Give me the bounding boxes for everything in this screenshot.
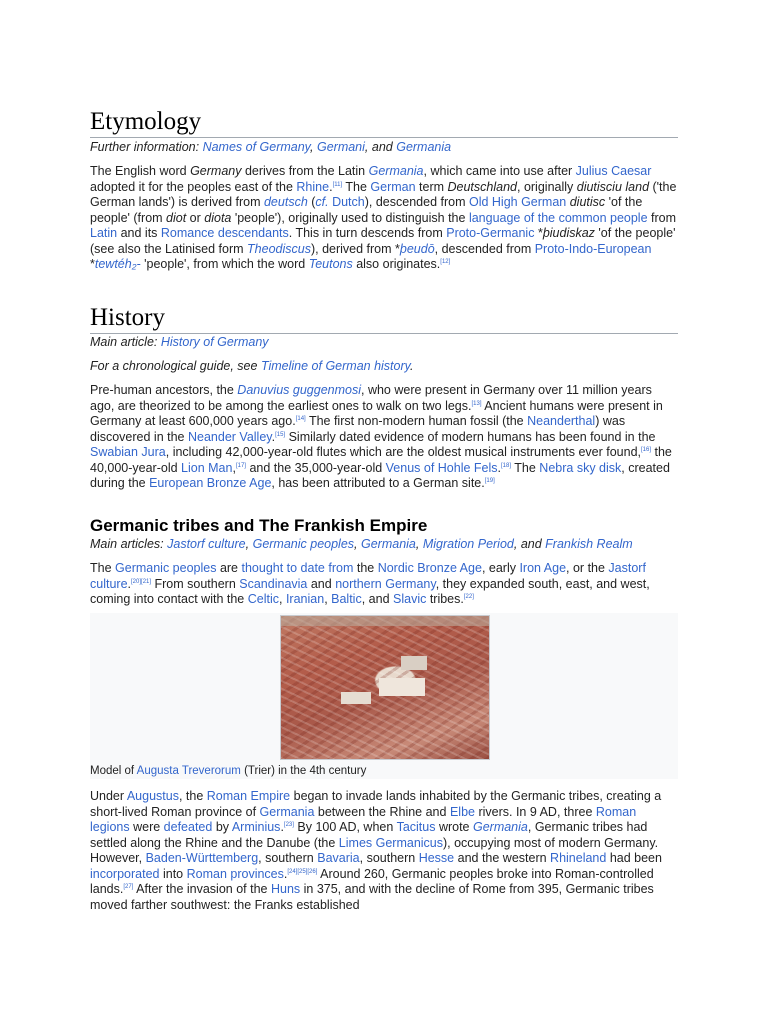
link[interactable]: Danuvius guggenmosi	[237, 383, 361, 397]
link[interactable]: Jastorf culture	[90, 561, 646, 591]
link[interactable]: Neander Valley	[187, 429, 272, 444]
germanic-main-articles: Main articles: Jastorf culture, Germanic peoples, Germania, Migration Period, and Frankish Realm	[90, 537, 633, 551]
citation[interactable]: [17]	[235, 462, 246, 469]
history-paragraph: Pre-human ancestors, the Danuvius guggenmosi, who were present in Germany over 11 million years ago, are theorized to be among the earliest ones to walk on two legs.[13] Ancient humans were present in Germany at least 600,000 years ago.[14] The first non-modern human fossil (the Neanderthal) was discovered in the Neander Valley.[15] Similarly dated evidence of modern humans has been found in the Swabian Jura, including 42,000-year-old flutes which are the oldest musical instruments ever found,[16] the 40,000-year-old Lion Man,[17] and the 35,000-year-old Venus of Hohle Fels.[18] The Nebra sky disk, created during the European Bronze Age, has been attributed to a German site.[19]	[90, 383, 672, 490]
history-heading: History	[90, 304, 678, 334]
link[interactable]: incorporated	[90, 866, 160, 881]
germanic-paragraph-1: The Germanic peoples are thought to date from the Nordic Bronze Age, early Iron Age, or the Jastorf culture.[20][21] From southern Scandinavia and northern Germany, they expanded south, east, and west, coming into contact with the Celtic, Iranian, Baltic, and Slavic tribes.[22]	[90, 561, 650, 606]
link[interactable]: Roman Empire	[206, 789, 291, 803]
link[interactable]: Proto-Germanic	[446, 226, 535, 240]
link[interactable]: þeudō	[399, 241, 435, 256]
link[interactable]: Iron Age	[519, 561, 567, 575]
link-germanic-peoples[interactable]: Germanic peoples	[252, 537, 355, 551]
link[interactable]: thought to date from	[241, 561, 354, 575]
germanic-paragraph-2: Under Augustus, the Roman Empire began to invade lands inhabited by the Germanic tribes, creating a short-lived Roman province of Germania between the Rhine and Elbe rivers. In 9 AD, three Roman legions were defeated by Arminius.[23] By 100 AD, when Tacitus wrote Germania, Germanic tribes had settled along the Rhine and the Danube (the Limes Germanicus), occupying most of modern Germany. However, Baden-Württemberg, southern Bavaria, southern Hesse and the western Rhineland had been incorporated into Roman provinces.[24][25][26] Around 260, Germanic peoples broke into Roman-controlled lands.[27] After the invasion of the Huns in 375, and with the decline of Rome from 395, Germanic tribes moved farther southwest: the Franks established	[90, 789, 662, 912]
link[interactable]: Germania	[259, 804, 315, 819]
citation[interactable]: [18]	[501, 462, 512, 469]
citation[interactable]: [27]	[123, 883, 134, 890]
augusta-treverorum-model-image[interactable]	[280, 615, 490, 760]
germanic-tribes-heading: Germanic tribes and The Frankish Empire	[90, 516, 428, 535]
history-main-article: Main article: History of Germany	[90, 335, 269, 349]
link[interactable]: Nebra sky disk	[539, 460, 622, 475]
link[interactable]: Lion Man	[181, 460, 233, 475]
link[interactable]: Teutons	[308, 257, 353, 271]
link[interactable]: Germania	[368, 164, 424, 178]
link[interactable]: defeated	[163, 820, 213, 834]
link-germani[interactable]: Germani	[316, 140, 365, 154]
link-timeline-of-german-history[interactable]: Timeline of German history	[260, 359, 410, 373]
link[interactable]: tewtéh₂-	[94, 257, 141, 271]
link[interactable]: Theodiscus	[247, 241, 311, 256]
link[interactable]: German	[370, 179, 416, 194]
link[interactable]: Huns	[270, 882, 301, 896]
citation[interactable]: [13]	[471, 400, 482, 407]
link[interactable]: Germania	[472, 820, 528, 834]
link[interactable]: Limes Germanicus	[338, 835, 443, 850]
link-jastorf-culture[interactable]: Jastorf culture	[167, 537, 246, 551]
link[interactable]: Julius Caesar	[575, 164, 652, 178]
link[interactable]: Roman provinces	[186, 866, 284, 881]
link-history-of-germany[interactable]: History of Germany	[160, 335, 269, 349]
link[interactable]: Venus of Hohle Fels	[385, 460, 498, 475]
link-migration-period[interactable]: Migration Period	[422, 537, 514, 551]
link[interactable]: Slavic	[393, 592, 427, 606]
citation[interactable]: [11]	[332, 181, 343, 188]
link-frankish-realm[interactable]: Frankish Realm	[545, 537, 633, 551]
link[interactable]: language of the common people	[468, 210, 648, 225]
link[interactable]: Romance descendants	[160, 226, 289, 240]
link[interactable]: Hesse	[418, 851, 455, 865]
link[interactable]: Celtic	[247, 592, 279, 606]
link-germania[interactable]: Germania	[396, 140, 452, 154]
link[interactable]: Neanderthal	[527, 414, 596, 428]
link[interactable]: Rhineland	[550, 851, 607, 865]
citation[interactable]: [22]	[463, 593, 474, 600]
link[interactable]: Tacitus	[396, 820, 436, 834]
link[interactable]: Arminius	[231, 820, 281, 834]
link[interactable]: Baden-Württemberg	[145, 851, 259, 865]
link[interactable]: Proto-Indo-European	[534, 241, 652, 256]
etymology-paragraph: The English word Germany derives from the Latin Germania, which came into use after Julius Caesar adopted it for the peoples east of the Rhine.[11] The German term Deutschland, originally diutisciu land ('the German lands') is derived from deutsch (cf. Dutch), descended from Old High German diutisc 'of the people' (from diot or diota 'people'), originally used to distinguish the language of the common people from Latin and its Romance descendants. This in turn descends from Proto-Germanic *þiudiskaz 'of the people' (see also the Latinised form Theodiscus), derived from *þeudō, descended from Proto-Indo-European *tewtéh₂- 'people', from which the word Teutons also originates.[12]	[90, 164, 677, 271]
citation[interactable]: [23]	[283, 821, 294, 828]
link[interactable]: Rhine	[296, 179, 330, 194]
etymology-heading: Etymology	[90, 108, 678, 138]
link[interactable]: Elbe	[449, 804, 475, 819]
link[interactable]: Baltic	[331, 592, 362, 606]
link[interactable]: Roman legions	[90, 804, 637, 834]
link[interactable]: Bavaria	[317, 851, 360, 865]
link[interactable]: Iranian	[285, 592, 325, 606]
figure	[90, 613, 678, 779]
etymology-hatnote: Further information: Names of Germany, Germani, and Germania	[90, 140, 452, 154]
link[interactable]: Augustus	[126, 789, 179, 803]
citation[interactable]: [16]	[641, 446, 652, 453]
history-guide-note: For a chronological guide, see Timeline of German history.	[90, 359, 414, 373]
link[interactable]: Nordic Bronze Age	[377, 561, 482, 575]
citation[interactable]: [12]	[440, 258, 451, 265]
link[interactable]: deutsch	[263, 195, 308, 209]
citation[interactable]: [24][25][26]	[287, 868, 318, 875]
figure-caption: Model of Augusta Treverorum (Trier) in the 4th century	[90, 765, 367, 777]
link[interactable]: northern Germany	[335, 576, 436, 591]
citation[interactable]: [14]	[295, 415, 306, 422]
link-names-of-germany[interactable]: Names of Germany	[202, 140, 311, 154]
link[interactable]: cf. Dutch	[315, 195, 365, 209]
link-germania-main[interactable]: Germania	[361, 537, 416, 551]
citation[interactable]: [19]	[484, 477, 495, 484]
link[interactable]: European Bronze Age	[149, 476, 272, 490]
link[interactable]: Germanic peoples	[115, 561, 217, 575]
link[interactable]: Old High German	[468, 195, 567, 209]
link-augusta-treverorum[interactable]: Augusta Treverorum	[136, 765, 241, 777]
link[interactable]: Swabian Jura	[90, 445, 166, 459]
citation[interactable]: [20][21]	[131, 578, 152, 585]
link[interactable]: Scandinavia	[239, 576, 308, 591]
link[interactable]: Latin	[90, 226, 118, 240]
citation[interactable]: [15]	[275, 431, 286, 438]
